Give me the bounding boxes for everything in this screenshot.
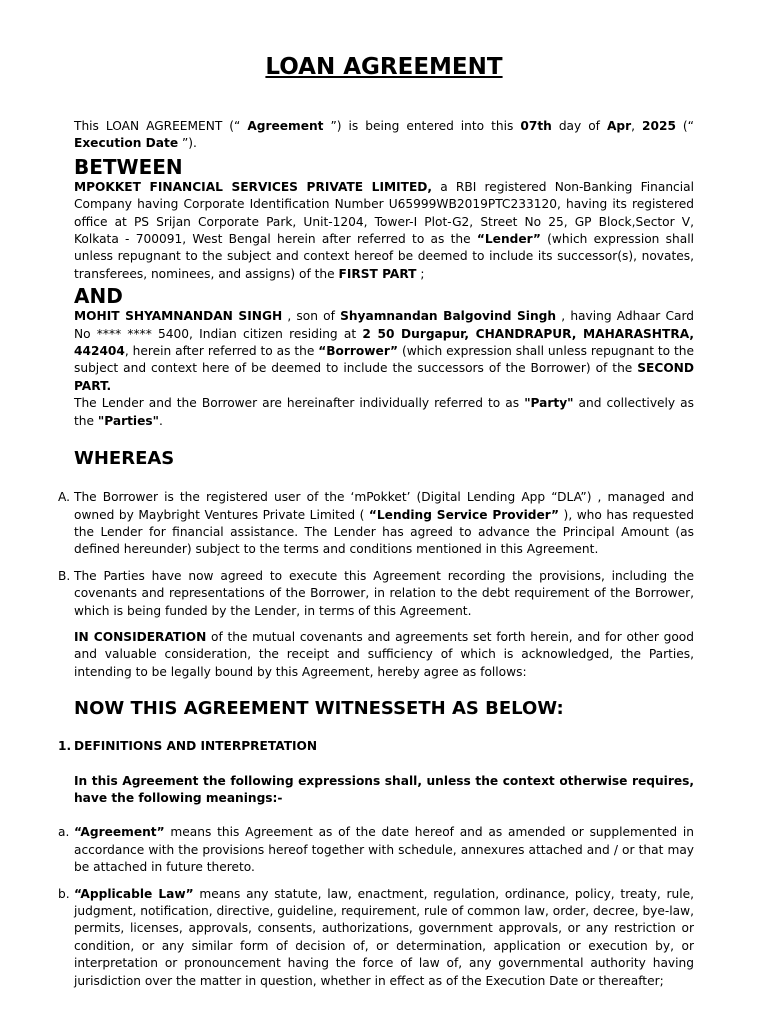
recital-a bbox=[58, 489, 694, 559]
execution-month: Apr bbox=[606, 119, 632, 133]
borrower-text: (which expression shall unless repugnant to the subject and context here of be deemed to include the successors of the Borrower) of the bbox=[74, 344, 694, 376]
section-1-title: DEFINITIONS AND INTERPRETATION bbox=[74, 739, 318, 754]
borrower-term: “Borrower” bbox=[318, 344, 399, 359]
section-1-marker: 1. bbox=[58, 739, 72, 754]
parties-text: The Lender and the Borrower are hereinafter individually referred to as bbox=[74, 396, 525, 411]
recital-a-text: The Borrower is the registered user of the ‘mPokket’ (Digital Lending App “DLA”) , managed and owned by Maybright Ventures Private Limited ( bbox=[74, 490, 694, 522]
section-1-heading bbox=[58, 738, 694, 755]
witnesseth-heading: NOW THIS AGREEMENT WITNESSETH AS BELOW: bbox=[74, 698, 564, 720]
document-title: LOAN AGREEMENT bbox=[265, 54, 503, 80]
between-heading: BETWEEN bbox=[74, 154, 183, 179]
document-body bbox=[58, 52, 695, 990]
recital-a-text: ), who has requested the Lender for financial assistance. The Lender has agreed to advance the Principal Amount (as defined hereunder) subject to the terms and conditions mentioned in this Agreement. bbox=[74, 507, 694, 557]
and-heading: AND bbox=[74, 284, 123, 309]
intro-text: ”). bbox=[178, 136, 197, 151]
intro-paragraph bbox=[74, 118, 694, 153]
borrower-address: 2 50 Durgapur, CHANDRAPUR, MAHARASHTRA, 442404 bbox=[74, 326, 694, 359]
borrower-paragraph bbox=[74, 308, 694, 395]
whereas-heading: WHEREAS bbox=[74, 448, 175, 470]
first-part-term: FIRST PART bbox=[338, 266, 417, 281]
borrower-text: , having Adhaar Card No **** **** 5400, Indian citizen residing at bbox=[74, 309, 695, 341]
party-term: "Party" bbox=[524, 396, 574, 411]
borrower-text: , herein after referred to as the bbox=[124, 344, 319, 359]
borrower-father-name: Shyamnandan Balgovind Singh bbox=[340, 309, 557, 324]
execution-day: 07th bbox=[520, 119, 552, 133]
parties-term: "Parties" bbox=[97, 413, 159, 428]
recital-b-marker: B. bbox=[58, 568, 71, 583]
consideration-term: IN CONSIDERATION bbox=[74, 629, 207, 644]
parties-text: . bbox=[158, 413, 163, 428]
intro-text: (“ bbox=[675, 119, 694, 133]
execution-date-term: Execution Date bbox=[74, 136, 179, 151]
recital-a-marker: A. bbox=[58, 490, 70, 505]
lending-service-provider-term: “Lending Service Provider” bbox=[368, 507, 560, 522]
second-part-term: SECOND PART. bbox=[74, 361, 694, 393]
recital-b bbox=[58, 568, 694, 620]
lender-text: a RBI registered Non-Banking Financial Company having Corporate Identification Number U65999WB2019PTC233120, having its registered office at PS Srijan Corporate Park, Unit-1204, Tower-I Plot-G2, Street No 25, GP Block,Sector V, Kolkata - 700091, West Bengal herein after referred to as the bbox=[74, 179, 694, 247]
intro-text: , bbox=[631, 119, 643, 133]
definition-b-term: “Applicable Law” bbox=[74, 886, 194, 901]
intro-text: ”) is being entered into this bbox=[323, 119, 521, 133]
lender-paragraph bbox=[74, 179, 694, 283]
borrower-name: MOHIT SHYAMNANDAN SINGH bbox=[74, 309, 283, 324]
recital-b-text: The Parties have now agreed to execute this Agreement recording the provisions, including the covenants and representations of the Borrower, in relation to the debt requirement of the Borrower, which is being funded by the Lender, in terms of this Agreement. bbox=[74, 568, 694, 618]
consideration-paragraph bbox=[74, 629, 694, 681]
borrower-text: , son of bbox=[282, 309, 341, 324]
consideration-text: of the mutual covenants and agreements set forth herein, and for other good and valuable consideration, the receipt and sufficiency of which is acknowledged, the Parties, intending to be legally bound by this Agreement, hereby agree as follows: bbox=[74, 629, 694, 679]
lender-text: ; bbox=[416, 266, 425, 281]
definition-a-text: means this Agreement as of the date hereof and as amended or supplemented in accordance with the provisions hereof together with schedule, annexures attached and / or that may be attached in future thereto. bbox=[74, 825, 694, 875]
parties-paragraph bbox=[74, 395, 694, 430]
definition-a-marker: a. bbox=[58, 825, 70, 840]
lender-name: MPOKKET FINANCIAL SERVICES PRIVATE LIMITED, bbox=[74, 179, 433, 194]
definition-b-text: means any statute, law, enactment, regulation, ordinance, policy, treaty, rule, judgment, notification, directive, guideline, requirement, rule of common law, order, decree, bye-law, permits, licenses, approvals, consents, authorizations, government approvals, or any restriction or condition, or any similar form of decision of, or determination, application or execution by, or interpretation or pronouncement having the force of law of, any governmental authority having jurisdiction over the matter in question, whether in effect as of the Execution Date or thereafter; bbox=[74, 886, 694, 988]
definition-b bbox=[58, 886, 694, 990]
intro-text: day of bbox=[551, 119, 607, 133]
definition-b-marker: b. bbox=[58, 886, 70, 901]
definitions-intro: In this Agreement the following expressions shall, unless the context otherwise requires, have the following meanings:- bbox=[74, 773, 694, 805]
execution-year: 2025 bbox=[642, 119, 676, 133]
parties-text: and collectively as the bbox=[74, 396, 694, 428]
definition-a bbox=[58, 824, 694, 876]
intro-text: This LOAN AGREEMENT (“ bbox=[74, 119, 248, 133]
agreement-term: Agreement bbox=[247, 119, 324, 133]
lender-term: “Lender” bbox=[476, 232, 541, 247]
lender-text: (which expression shall unless repugnant to the subject and context hereof be deemed to include its successor(s), novates, transferees, nominees, and assigns) of the bbox=[74, 232, 694, 281]
definition-a-term: “Agreement” bbox=[74, 825, 165, 840]
